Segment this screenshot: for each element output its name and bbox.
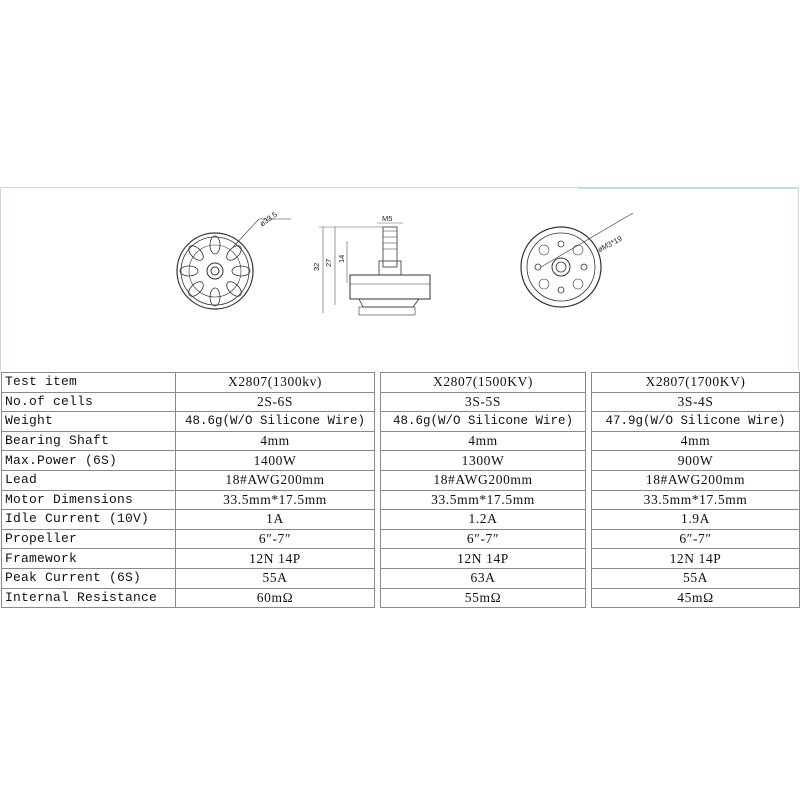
row-label: Peak Current (6S) [2, 568, 176, 588]
row-label: Max.Power (6S) [2, 451, 176, 471]
motor-bottom-view [521, 213, 633, 307]
cell-model-1: 48.6g(W/O Silicone Wire) [176, 412, 375, 432]
cell-model-3: 45mΩ [592, 588, 800, 608]
table-row [2, 412, 800, 432]
motor-front-view [177, 219, 291, 309]
table-row [2, 510, 800, 530]
cell-model-1: 33.5mm*17.5mm [176, 490, 375, 510]
table-row [2, 588, 800, 608]
cell-model-3: 33.5mm*17.5mm [592, 490, 800, 510]
row-label: Weight [2, 412, 176, 432]
cell-model-2: 63A [381, 568, 586, 588]
motor-side-view [319, 223, 430, 315]
row-label: No.of cells [2, 392, 176, 412]
cell-model-2: 33.5mm*17.5mm [381, 490, 586, 510]
row-label: Framework [2, 549, 176, 569]
cell-model-1: 60mΩ [176, 588, 375, 608]
cell-model-3: 4mm [592, 431, 800, 451]
table-row [2, 373, 800, 393]
technical-drawing-panel [0, 187, 799, 370]
cell-model-1: 1400W [176, 451, 375, 471]
cell-model-2: 1.2A [381, 510, 586, 530]
front-diameter-label: ø33.5 [258, 209, 279, 229]
cell-model-3: 3S-4S [592, 392, 800, 412]
cell-model-3: X2807(1700KV) [592, 373, 800, 393]
table-row [2, 568, 800, 588]
cell-model-2: 4mm [381, 431, 586, 451]
row-label: Internal Resistance [2, 588, 176, 608]
base-mount-label: øM3*19 [596, 233, 624, 255]
cell-model-1: 6″-7″ [176, 529, 375, 549]
table-row [2, 529, 800, 549]
cell-model-3: 900W [592, 451, 800, 471]
cell-model-3: 6″-7″ [592, 529, 800, 549]
cell-model-2: 18#AWG200mm [381, 470, 586, 490]
cell-model-1: 4mm [176, 431, 375, 451]
cell-model-1: X2807(1300kv) [176, 373, 375, 393]
table-row [2, 451, 800, 471]
cell-model-2: 1300W [381, 451, 586, 471]
cell-model-1: 2S-6S [176, 392, 375, 412]
cell-model-2: X2807(1500KV) [381, 373, 586, 393]
table-row [2, 392, 800, 412]
cell-model-1: 18#AWG200mm [176, 470, 375, 490]
cell-model-2: 6″-7″ [381, 529, 586, 549]
cell-model-1: 12N 14P [176, 549, 375, 569]
height-body-label: 27 [324, 258, 333, 267]
cell-model-3: 1.9A [592, 510, 800, 530]
row-label: Test item [2, 373, 176, 393]
row-label: Idle Current (10V) [2, 510, 176, 530]
shaft-thread-label: M5 [382, 214, 393, 223]
height-shaft-label: 14 [337, 254, 346, 263]
height-total-label: 32 [312, 262, 321, 271]
motor-drawings [1, 188, 800, 371]
cell-model-3: 55A [592, 568, 800, 588]
table-row [2, 431, 800, 451]
table-row [2, 470, 800, 490]
table-row [2, 490, 800, 510]
cell-model-3: 18#AWG200mm [592, 470, 800, 490]
row-label: Motor Dimensions [2, 490, 176, 510]
cell-model-2: 3S-5S [381, 392, 586, 412]
cell-model-2: 48.6g(W/O Silicone Wire) [381, 412, 586, 432]
table-row [2, 549, 800, 569]
cell-model-1: 1A [176, 510, 375, 530]
spec-table [1, 372, 800, 608]
cell-model-3: 47.9g(W/O Silicone Wire) [592, 412, 800, 432]
row-label: Bearing Shaft [2, 431, 176, 451]
cell-model-1: 55A [176, 568, 375, 588]
cell-model-2: 55mΩ [381, 588, 586, 608]
row-label: Lead [2, 470, 176, 490]
cell-model-3: 12N 14P [592, 549, 800, 569]
cell-model-2: 12N 14P [381, 549, 586, 569]
row-label: Propeller [2, 529, 176, 549]
